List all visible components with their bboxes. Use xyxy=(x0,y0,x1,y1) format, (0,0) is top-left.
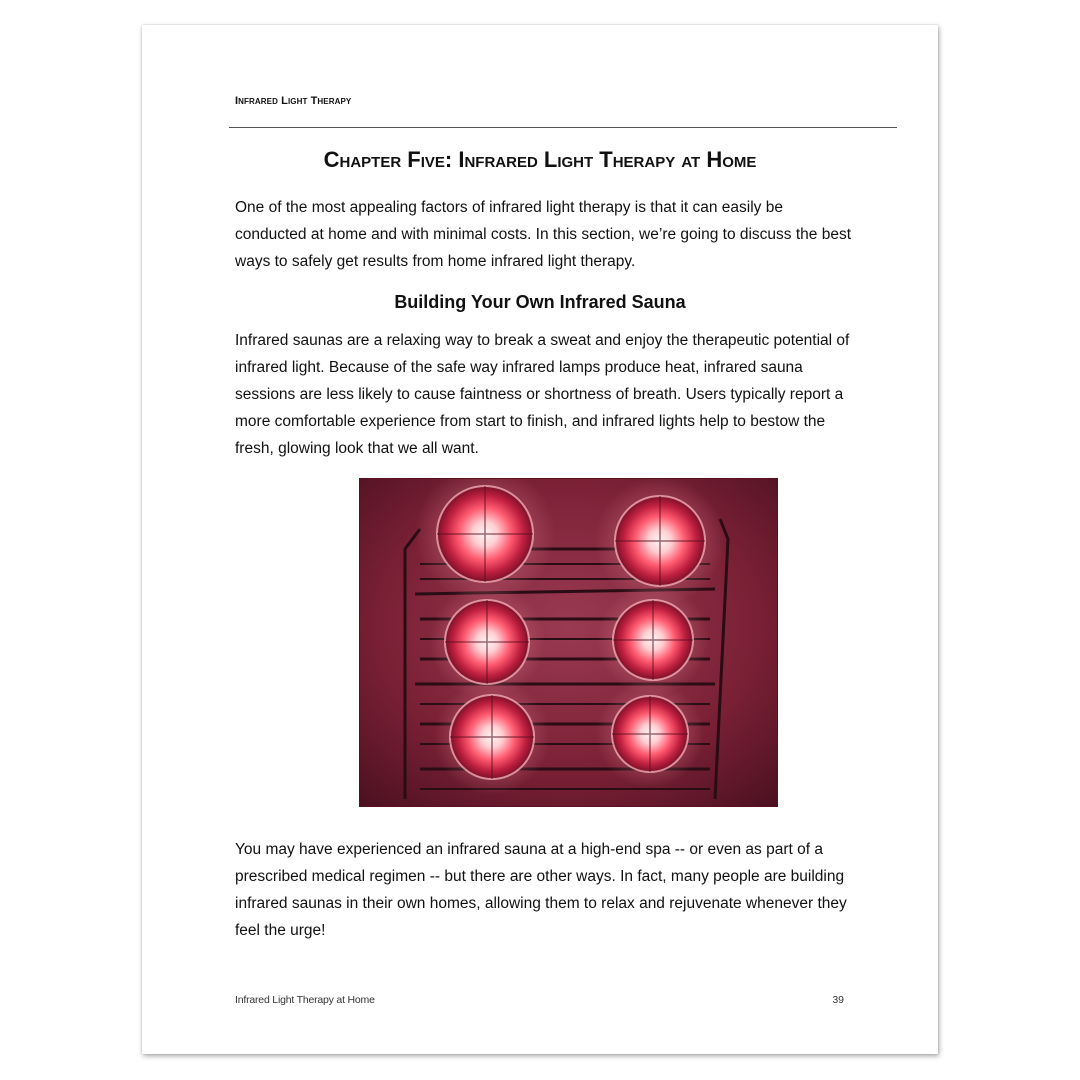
document-page xyxy=(142,25,938,1054)
intro-paragraph: One of the most appealing factors of infrared light therapy is that it can easily be conducted at home and with minimal costs. In this section, we’re going to discuss the best ways to safely get results from home infrared light therapy. xyxy=(235,199,852,270)
section-paragraph: Infrared saunas are a relaxing way to break a sweat and enjoy the therapeutic potential of infrared light. Because of the safe way infrared lamps produce heat, infrared sauna sessions are less likely to cause faintness or shortness of breath. Users typically report a more comfortable experience from start to finish, and infrared lights help to bestow the fresh, glowing look that we all want. xyxy=(235,332,850,457)
page-number: 39 xyxy=(832,994,844,1006)
footer-title: Infrared Light Therapy at Home xyxy=(235,994,375,1006)
header-rule xyxy=(229,127,897,128)
closing-paragraph: You may have experienced an infrared sauna at a high-end spa -- or even as part of a prescribed medical regimen -- but there are other ways. In fact, many people are building infrared saunas in their own homes, allowing them to relax and rejuvenate whenever they feel the urge! xyxy=(235,841,847,939)
infrared-lamps-photo xyxy=(359,478,778,807)
running-header: Infrared Light Therapy xyxy=(235,95,352,107)
lamps-illustration xyxy=(360,479,777,806)
chapter-title: Chapter Five: Infrared Light Therapy at Home xyxy=(323,147,757,172)
section-heading: Building Your Own Infrared Sauna xyxy=(394,292,686,312)
